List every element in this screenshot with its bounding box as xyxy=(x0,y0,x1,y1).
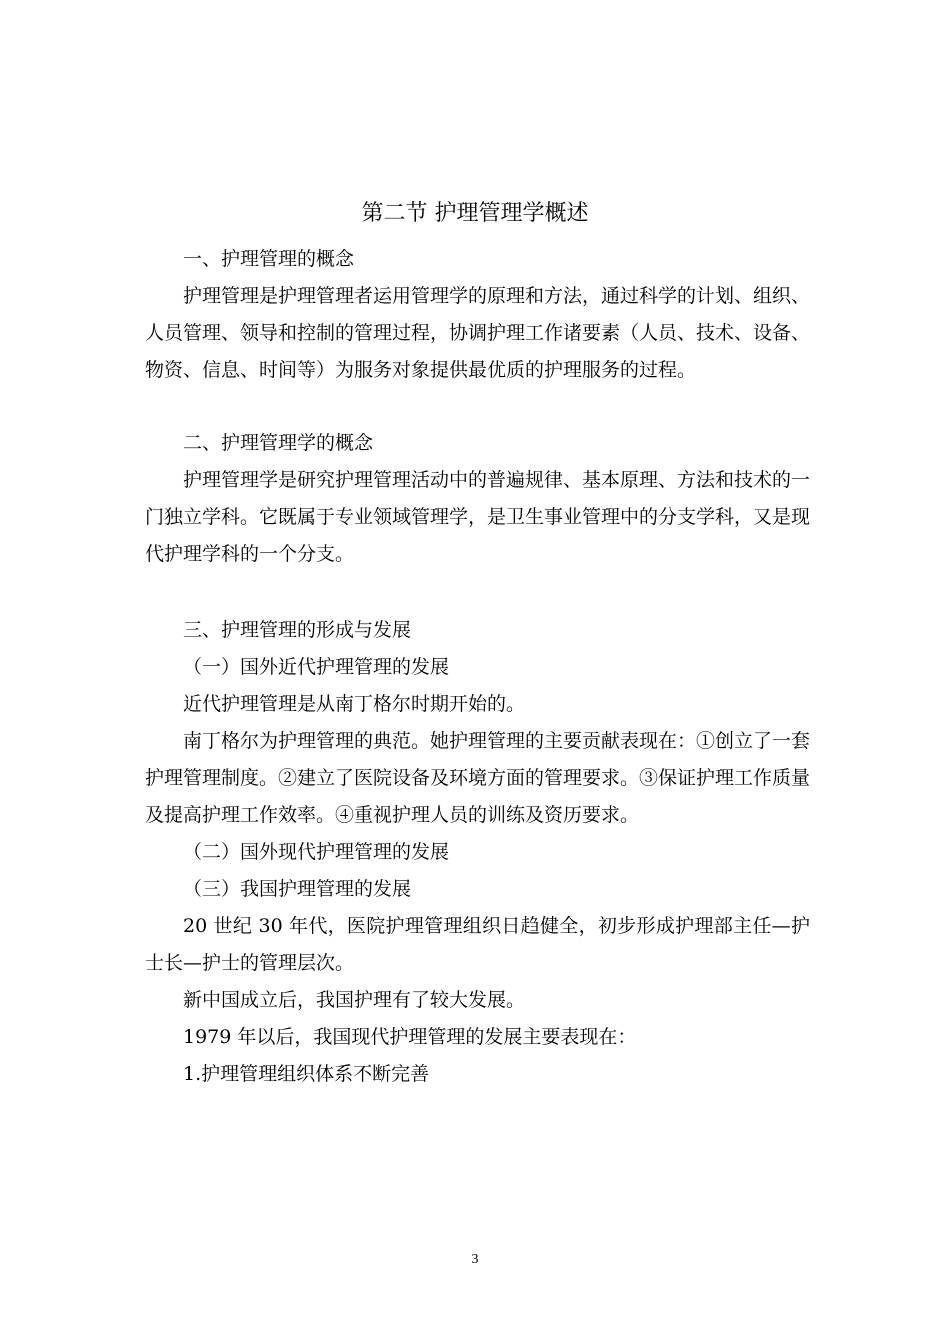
page-number: 3 xyxy=(471,1252,479,1267)
paragraph-3: 近代护理管理是从南丁格尔时期开始的。 xyxy=(183,693,526,715)
list-item-1: 1.护理管理组织体系不断完善 xyxy=(183,1063,430,1085)
section-title: 第二节 护理管理学概述 xyxy=(361,201,589,226)
paragraph-5: 20 世纪 30 年代，医院护理管理组织日趋健全，初步形成护理部主任—护士长—护士的管理层次。 xyxy=(145,915,810,974)
paragraph-1: 护理管理是护理管理者运用管理学的原理和方法，通过科学的计划、组织、人员管理、领导和控制的管理过程，协调护理工作诸要素（人员、技术、设备、物资、信息、时间等）为服务对象提供最优质的护理服务的过程。 xyxy=(145,285,811,381)
subheading-3: （三）我国护理管理的发展 xyxy=(183,878,412,900)
heading-1: 一、护理管理的概念 xyxy=(183,248,355,270)
heading-2: 二、护理管理学的概念 xyxy=(183,432,374,454)
heading-3: 三、护理管理的形成与发展 xyxy=(183,619,412,641)
paragraph-7: 1979 年以后，我国现代护理管理的发展主要表现在： xyxy=(183,1026,637,1048)
subheading-2: （二）国外现代护理管理的发展 xyxy=(183,841,450,863)
paragraph-4: 南丁格尔为护理管理的典范。她护理管理的主要贡献表现在：①创立了一套护理管理制度。②建立了医院设备及环境方面的管理要求。③保证护理工作质量及提高护理工作效率。④重视护理人员的训练及资历要求。 xyxy=(145,730,811,826)
paragraph-6: 新中国成立后，我国护理有了较大发展。 xyxy=(183,989,526,1011)
paragraph-2: 护理管理学是研究护理管理活动中的普遍规律、基本原理、方法和技术的一门独立学科。它既属于专业领域管理学，是卫生事业管理中的分支学科，又是现代护理学科的一个分支。 xyxy=(145,469,811,565)
subheading-1: （一）国外近代护理管理的发展 xyxy=(183,656,450,678)
